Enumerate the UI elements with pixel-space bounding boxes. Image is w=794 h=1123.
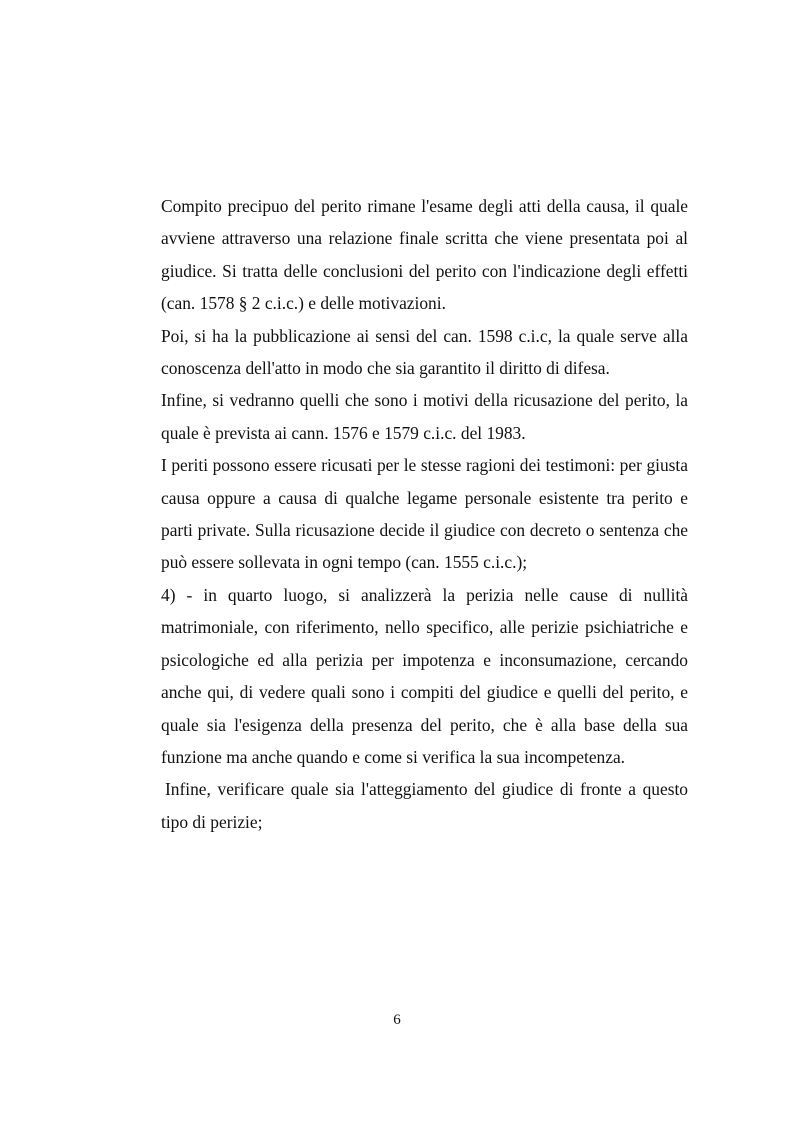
paragraph-pubblicazione: Poi, si ha la pubblicazione ai sensi del can. 1598 c.i.c, la quale serve alla conoscenza dell'atto in modo che sia garantito il diritto di difesa. [161,325,688,379]
page-number: 6 [393,1012,401,1028]
paragraph-atteggiamento-giudice: Infine, verificare quale sia l'atteggiamento del giudice di fronte a questo tipo di perizie; [161,779,688,832]
paragraph-periti-ricusati: I periti possono essere ricusati per le stesse ragioni dei testimoni: per giusta causa oppure a causa di qualche legame personale esistente tra perito e parti private. Sulla ricusazione decide il giudice con decreto o sentenza che può essere sollevata in ogni tempo (can. 1555 c.i.c.); [161,455,688,573]
paragraph-perito-esame: Compito precipuo del perito rimane l'esame degli atti della causa, il quale avviene attraverso una relazione finale scritta che viene presentata poi al giudice. Si tratta delle conclusioni del perito con l'indicazione degli effetti (can. 1578 § 2 c.i.c.) e delle motivazioni. [161,196,688,314]
paragraph-ricusazione-motivi: Infine, si vedranno quelli che sono i motivi della ricusazione del perito, la quale è prevista ai cann. 1576 e 1579 c.i.c. del 1983. [161,390,688,443]
paragraph-quarto-luogo: 4) - in quarto luogo, si analizzerà la perizia nelle cause di nullità matrimoniale, con riferimento, nello specifico, alle perizie psichiatriche e psicologiche ed alla perizia per impotenza e inconsumazione, cercando anche qui, di vedere quali sono i compiti del giudice e quelli del perito, e quale sia l'esigenza della presenza del perito, che è alla base della sua funzione ma anche quando e come si verifica la sua incompetenza. [161,584,688,767]
body-text [161,190,688,838]
